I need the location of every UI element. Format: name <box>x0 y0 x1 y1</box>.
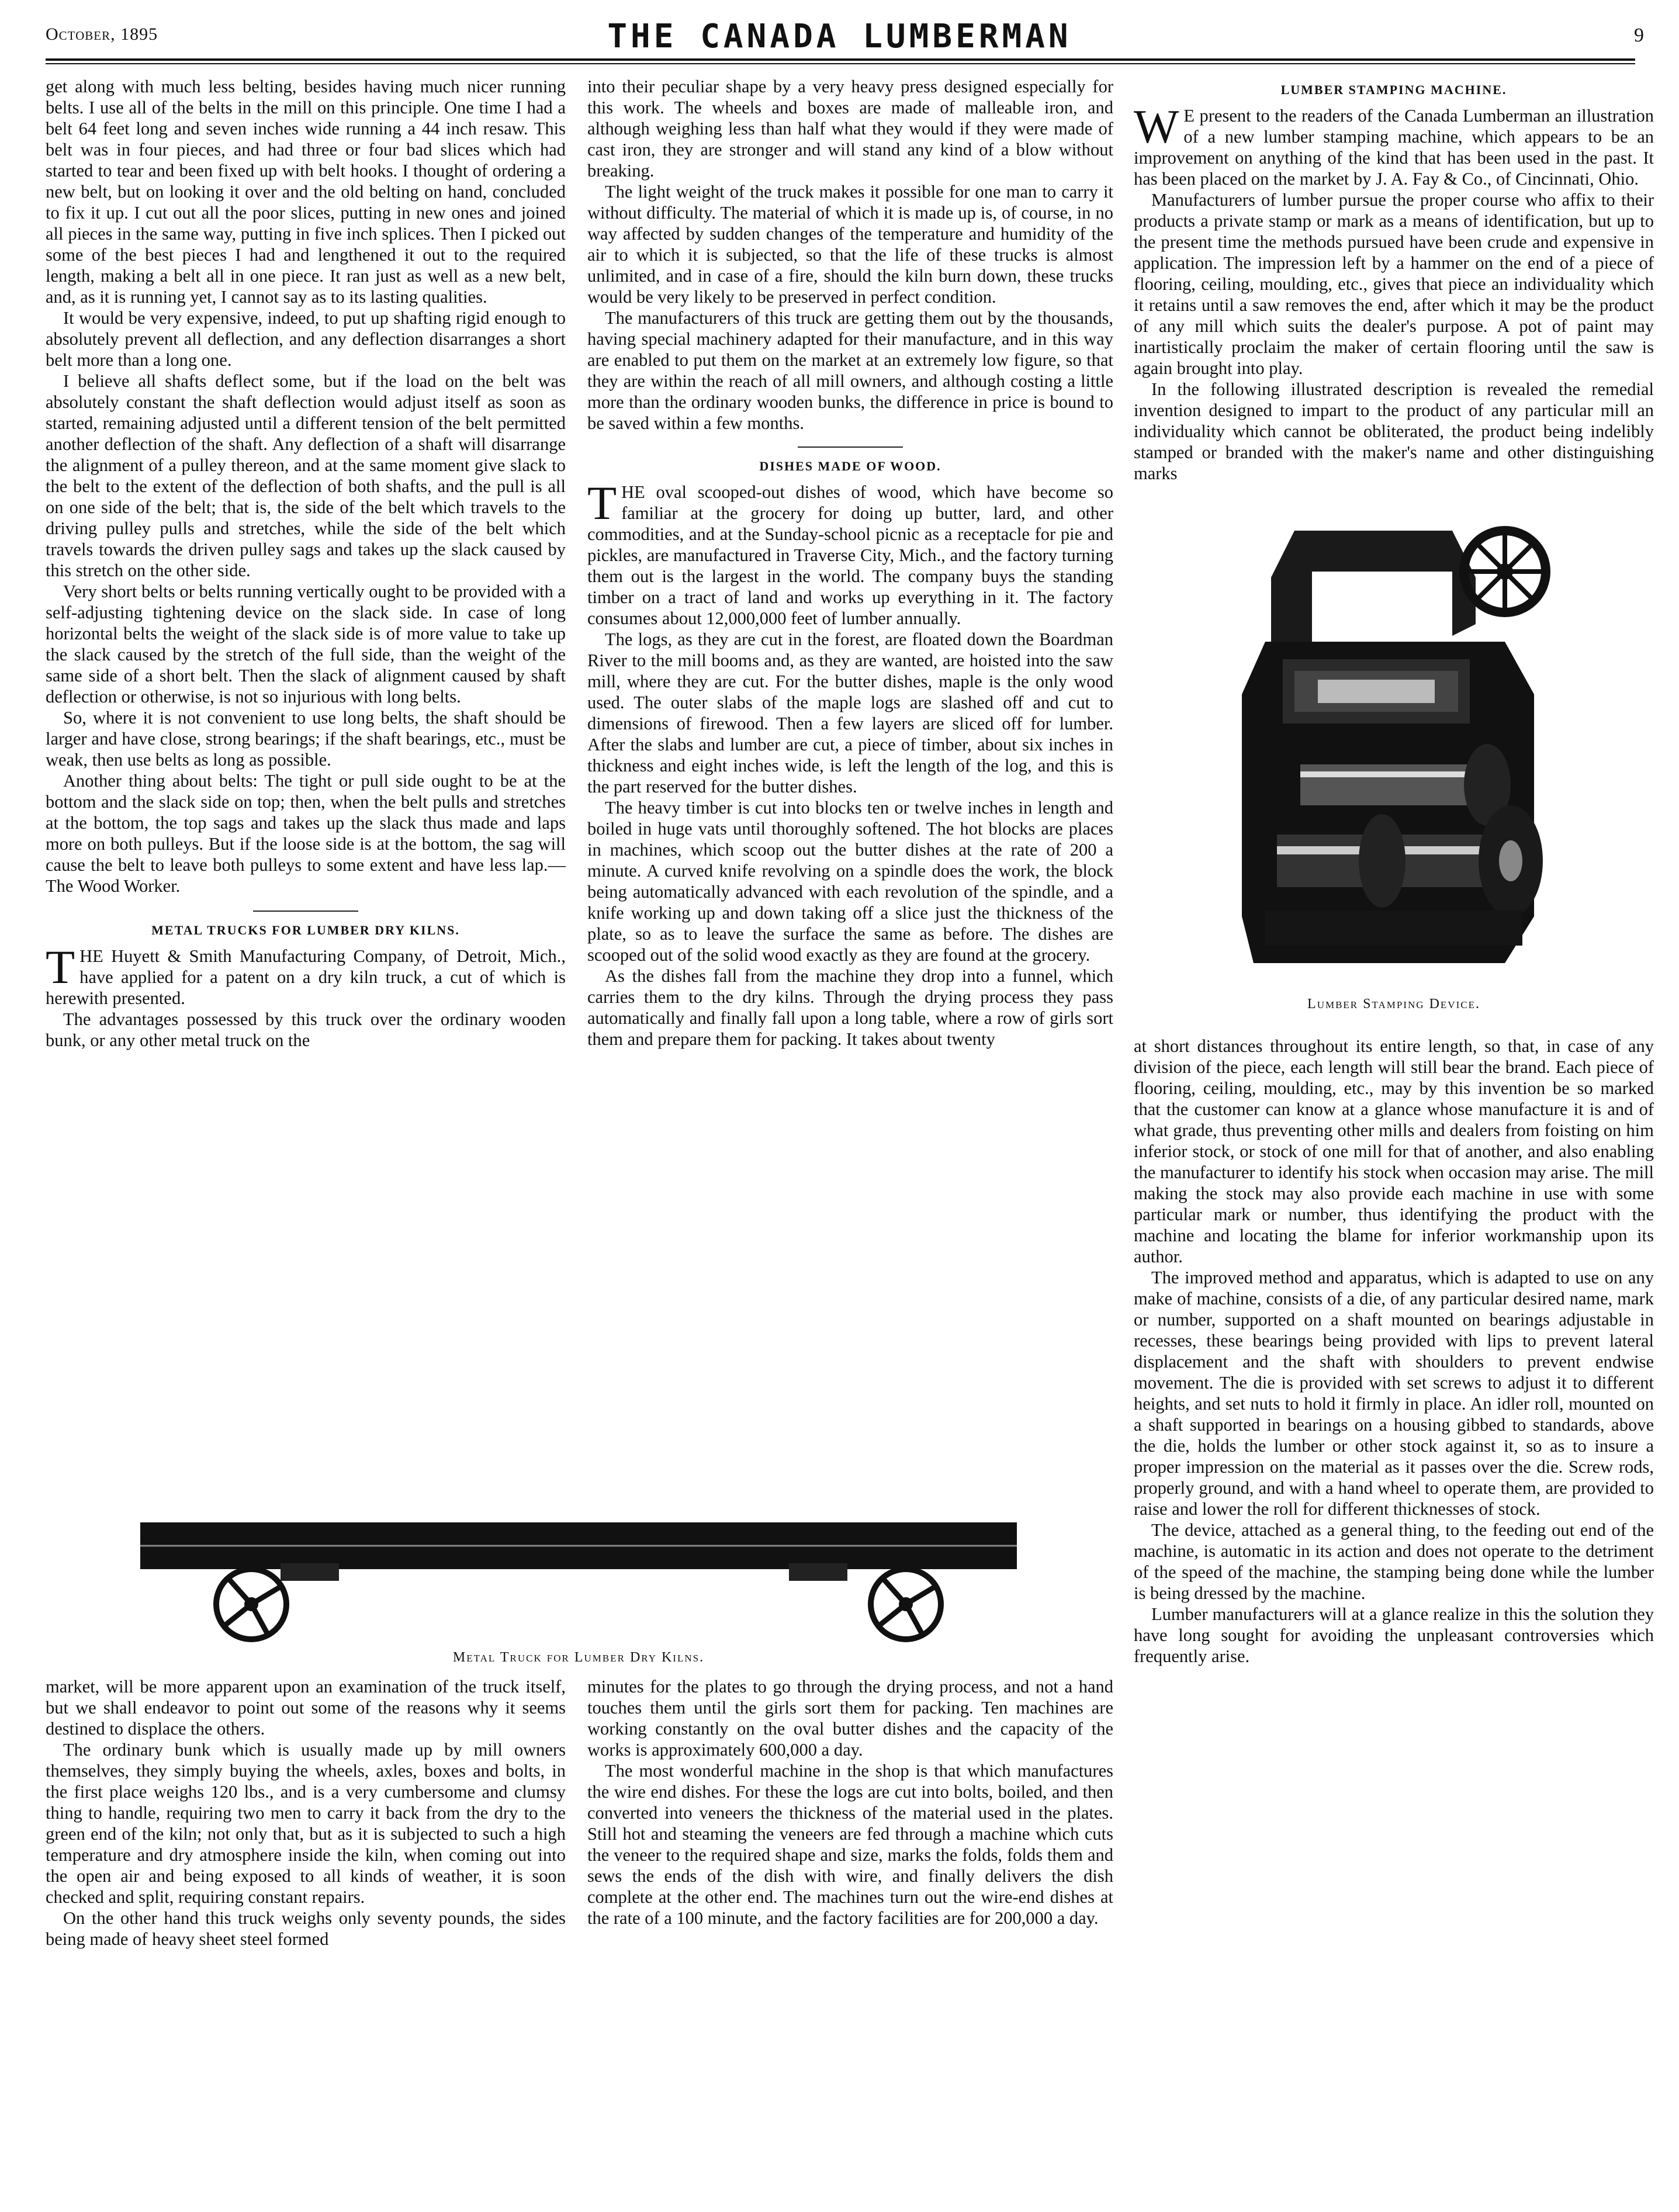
column-2-bottom <box>587 1676 1113 1929</box>
drop-cap: W <box>1134 100 1179 153</box>
lead-paragraph: W E present to the readers of the Canada Lumberman an illustration of a new lumber stamping machine, which appears to be an improvement on anything of the kind that has been used in the past. It has been placed on the market by J. A. Fay & Co., of Cincinnati, Ohio. <box>1134 100 1654 189</box>
column-2-top <box>587 76 1113 1050</box>
paragraph: The logs, as they are cut in the forest, are floated down the Boardman River to the mill booms and, as they are wanted, are hoisted into the saw mill, where they are cut. For the butter dishes, maple is the only wood used. The outer slabs of the maple logs are slashed off and cut to dimensions of firewood. Then a few layers are sliced off for lumber. After the slabs and lumber are cut, a piece of timber, about six inches in thickness and eight inches wide, is left the length of the log, and this is the part reserved for the butter dishes. <box>587 629 1113 797</box>
paragraph: The improved method and apparatus, which is adapted to use on any make of machine, consists of a die, of any particular desired name, mark or number, supported on a shaft mounted on bearings adjustable in recesses, these bearings being provided with lips to prevent lateral displacement and the shaft with shoulders to prevent endwise movement. The die is provided with set screws to adjust it to different heights, and set nuts to hold it firmly in place. An idler roll, mounted on a shaft supported in bearings on a housing gibbed to standards, above the die, holds the lumber or other stock against it, so as to insure a proper impression on the material as it passes over the die. Screw rods, properly ground, and with a hand wheel to operate them, are provided to raise and lower the roll for different thicknesses of stock. <box>1134 1268 1654 1519</box>
drop-cap: T <box>46 940 75 994</box>
column-1-bottom <box>46 1676 566 1950</box>
paragraph: Another thing about belts: The tight or pull side ought to be at the bottom and the slack side on top; then, when the belt pulls and stretches at the bottom, the top sags and takes up the slack thus made and laps more on both pulleys. But if the loose side is at the bottom, the sag will cause the belt to leave both pulleys to some extent and have less lap.—The Wood Worker. <box>46 771 566 896</box>
stamping-machine-drawing <box>1230 507 1557 986</box>
lead-paragraph: THE Huyett & Smith Manufacturing Company, of Detroit, Mich., have applied for a patent on a dry kiln truck, a cut of which is herewith presented. <box>46 940 566 1008</box>
paragraph: get along with much less belting, besides having much nicer running belts. I use all of the belts in the mill on this principle. One time I had a belt 64 feet long and seven inches wide running a 44 inch resaw. This belt was in four pieces, and had three or four bad slices which had started to tear and been fixed up with belt hooks. I thought of ordering a new belt, but on looking it over and the old belting on hand, concluded to fix it up. I cut out all the poor slices, putting in new ones and joined all pieces in the same way, putting in five inch splices. Then I picked out some of the best pieces I had and lengthened it out to the required length, making a belt all in one piece. It ran just as well as a new belt, and, as it is running yet, I cannot say as to its lasting qualities. <box>46 77 566 307</box>
section-heading-dishes: DISHES MADE OF WOOD. <box>759 459 941 473</box>
section-rule <box>253 911 358 912</box>
paragraph: at short distances throughout its entire length, so that, in case of any division of the piece, each length will still bear the brand. Each piece of flooring, ceiling, moulding, etc., may by this invention be so marked that the customer can know at a glance whose manufacture it is and of what grade, thus preventing other mills and dealers from foisting on him inferior stock, or stock of one mill for that of another, and also enabling the manufacturer to identify his stock when occasion may arise. The mill making the stock may also provide each machine in use with some particular mark or number, thus identifying the product with the machine and locating the blame for inferior workmanship upon its author. <box>1134 1036 1654 1266</box>
paragraph: The device, attached as a general thing, to the feeding out end of the machine, is automatic in its action and does not operate to the detriment of the speed of the machine, the stamping being done while the lumber is being dressed by the machine. <box>1134 1520 1654 1603</box>
paragraph: Manufacturers of lumber pursue the proper course who affix to their products a private stamp or mark as a means of identification, but up to the present time the methods pursued have been crude and expensive in application. The impression left by a hammer on the end of a piece of flooring, ceiling, moulding, etc., gives that piece an individuality which it retains until a saw removes the end, after which it may be the product of any mill which suits the dealer's purpose. A pot of paint may inartistically proclaim the maker of certain flooring until the saw is again brought into play. <box>1134 190 1654 378</box>
section-heading-metal-trucks: METAL TRUCKS FOR LUMBER DRY KILNS. <box>151 923 460 937</box>
masthead-title: THE CANADA LUMBERMAN <box>607 18 1072 56</box>
header-rule <box>46 58 1635 61</box>
paragraph: The most wonderful machine in the shop is that which manufactures the wire end dishes. For these the logs are cut into bolts, boiled, and then converted into veneers the thickness of the material used in the plates. Still hot and steaming the veneers are fed through a machine which cuts the veneer to the required shape and size, marks the folds, folds them and sews the ends of the dish with wire, and finally delivers the dish complete at the other end. The machines turn out the wire-end dishes at the rate of a 100 minute, and the factory facilities are for 200,000 a day. <box>587 1761 1113 1928</box>
section-rule <box>798 446 903 448</box>
paragraph: Lumber manufacturers will at a glance realize in this the solution they have long sought for avoiding the unpleasant controversies which frequently arise. <box>1134 1604 1654 1666</box>
drop-cap: T <box>587 476 617 529</box>
paragraph: I believe all shafts deflect some, but if the load on the belt was absolutely constant the shaft deflection would adjust itself as soon as started, remaining adjusted until a different tension of the belt permitted another deflection of the shaft. Any deflection of a shaft will disarrange the alignment of a pulley thereon, and at the same moment give slack to the belt to the extent of the deflection of both shafts, and the pull is all on one side of the belt; that is, the side of the belt which travels to the driving pulley pulls and stretches, while the side of the belt which travels towards the driven pulley sags and takes up the slack caused by this stretch on the other side. <box>46 371 566 580</box>
metal-truck-drawing <box>134 1511 1023 1645</box>
stamping-machine-illustration <box>1230 507 1557 986</box>
paragraph: The manufacturers of this truck are getting them out by the thousands, having special machinery adapted for their manufacture, and in this way are enabled to put them on the market at an extremely low figure, so that they are within the reach of all mill owners, and although costing a little more than the ordinary wooden bunks, the difference in price is bound to be saved within a few months. <box>587 308 1113 433</box>
header-rule-thin <box>46 63 1635 64</box>
column-3 <box>1134 71 1654 1667</box>
section-heading-stamping: LUMBER STAMPING MACHINE. <box>1280 82 1507 97</box>
paragraph: The light weight of the truck makes it possible for one man to carry it without difficulty. The material of which it is made up is, of course, in no way affected by sudden changes of the temperature and humidity of the air to which it is subjected, so that the life of these trucks is almost unlimited, and in case of a fire, should the kiln burn down, these trucks would be very likely to be preserved in perfect condition. <box>587 182 1113 307</box>
paragraph: The heavy timber is cut into blocks ten or twelve inches in length and boiled in huge vats until thoroughly softened. The hot blocks are places in machines, which scoop out the butter dishes at the rate of 200 a minute. A curved knife revolving on a spindle does the work, the block being automatically advanced with each revolution of the spindle, and a knife working up and down taking off a slice just the thickness of the plate, so as to leave the surface the same as before. The dishes are scooped out of the solid wood exactly as they are found at the grocery. <box>587 798 1113 965</box>
column-1-top <box>46 76 566 1051</box>
paragraph: The advantages possessed by this truck over the ordinary wooden bunk, or any other metal truck on the <box>46 1009 566 1050</box>
paragraph: Very short belts or belts running vertically ought to be provided with a self-adjusting tightening device on the slack side. In case of long horizontal belts the weight of the slack side is of more value to take up the slack caused by the stretch of the full side, than the weight of the same side of a short belt. Then the slack of alignment caused by shaft deflection or otherwise, is not so injurious with long belts. <box>46 581 566 707</box>
paragraph: market, will be more apparent upon an examination of the truck itself, but we shall endeavor to point out some of the reasons why it seems destined to displace the others. <box>46 1677 566 1739</box>
paragraph: into their peculiar shape by a very heavy press designed especially for this work. The wheels and boxes are made of malleable iron, and although weighing less than half what they would if they were made of cast iron, they are stronger and will stand any kind of a blow without breaking. <box>587 77 1113 181</box>
paragraph: So, where it is not convenient to use long belts, the shaft should be larger and have close, strong bearings; if the shaft bearings, etc., must be weak, then use belts as long as possible. <box>46 708 566 770</box>
paragraph: It would be very expensive, indeed, to put up shafting rigid enough to absolutely prevent all deflection, and any deflection disarranges a short belt more than a long one. <box>46 308 566 370</box>
paragraph: minutes for the plates to go through the drying process, and not a hand touches them until the girls sort them for packing. Ten machines are working constantly on the oval butter dishes and the capacity of the works is approximately 600,000 a day. <box>587 1677 1113 1760</box>
figure-caption-truck: Metal Truck for Lumber Dry Kilns. <box>452 1650 705 1665</box>
paragraph: On the other hand this truck weighs only seventy pounds, the sides being made of heavy sheet steel formed <box>46 1908 566 1949</box>
paragraph: In the following illustrated description is revealed the remedial invention designed to impart to the product of any particular mill an individuality which cannot be obliterated, the product being indelibly stamped or branded with the maker's name and other distinguishing marks <box>1134 379 1654 483</box>
figure-caption-stamping: Lumber Stamping Device. <box>1307 996 1480 1012</box>
paragraph: The ordinary bunk which is usually made up by mill owners themselves, they simply buying the wheels, axles, boxes and bolts, in the first place weighs 120 lbs., and is a very cumbersome and clumsy thing to handle, requiring two men to carry it back from the dry to the green end of the kiln; not only that, but as it is subjected to such a high temperature and dry atmosphere inside the kiln, when coming out into the open air and being exposed to all kinds of weather, it is soon checked and split, requiring constant repairs. <box>46 1740 566 1907</box>
paragraph: As the dishes fall from the machine they drop into a funnel, which carries them to the dry kilns. Through the drying process they pass automatically and finally fall upon a long table, where a row of girls sort them and prepare them for packing. It takes about twenty <box>587 966 1113 1049</box>
page-number: 9 <box>1634 25 1644 46</box>
metal-truck-illustration <box>134 1511 1023 1645</box>
lead-paragraph: THE oval scooped-out dishes of wood, which have become so familiar at the grocery for doing up butter, lard, and other commodities, and at the Sunday-school picnic as a receptacle for pie and pickles, are manufactured in Traverse City, Mich., and the factory turning them out is the largest in the world. The company buys the standing timber on a tract of land and works up everything in it. The factory consumes about 12,000,000 feet of lumber annually. <box>587 476 1113 628</box>
issue-date: October, 1895 <box>46 25 158 44</box>
